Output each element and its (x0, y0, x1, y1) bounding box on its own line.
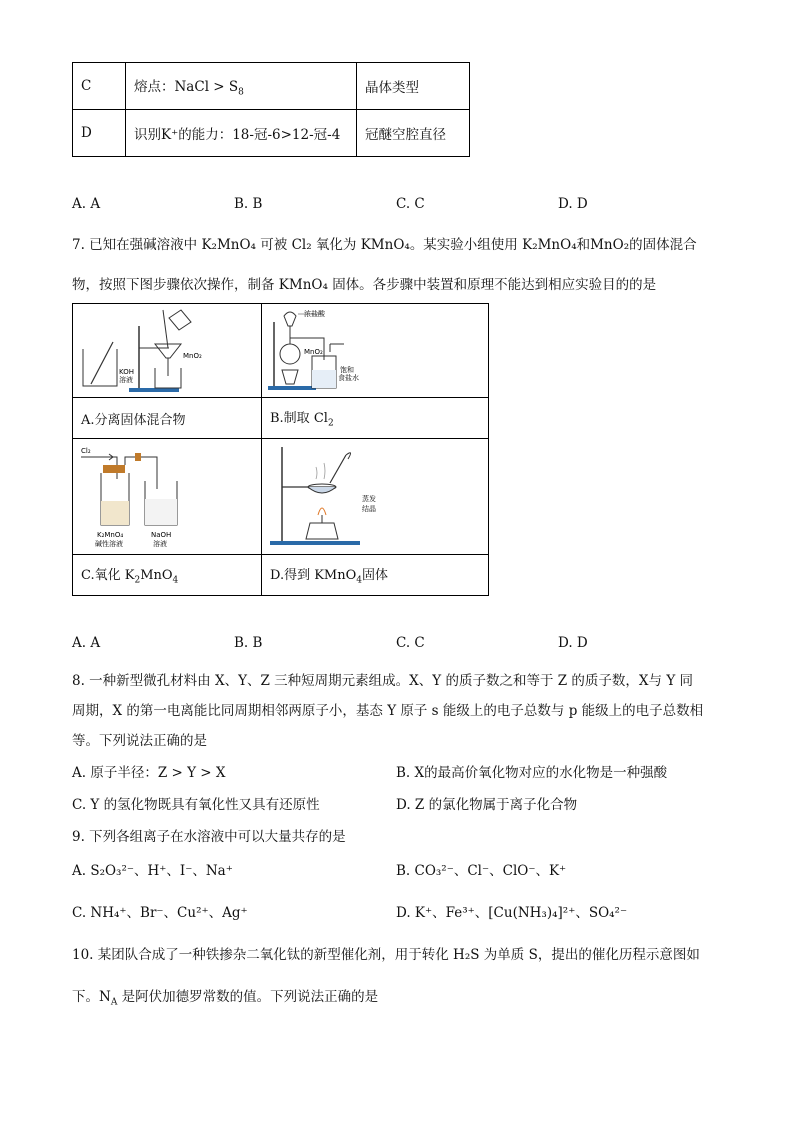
comparison-table (72, 62, 470, 157)
svg-text:K₂MnO₄: K₂MnO₄ (97, 531, 124, 539)
q8-stem-line1: 8. 一种新型微孔材料由 X、Y、Z 三种短周期元素组成。X、Y 的质子数之和等于 Z 的质子数，X与 Y 同 (72, 673, 694, 689)
svg-text:蒸发: 蒸发 (362, 495, 376, 503)
svg-text:Cl₂: Cl₂ (81, 447, 91, 455)
svg-text:碱性溶液: 碱性溶液 (95, 540, 123, 548)
q7-option-c: C. C (396, 635, 425, 651)
row-reason: 晶体类型 (357, 63, 470, 110)
table-row (73, 63, 470, 110)
chlorine-generator-apparatus (262, 304, 488, 397)
svg-text:MnO₂: MnO₂ (183, 352, 202, 360)
cell-a-label: A.分离固体混合物 (73, 398, 262, 439)
svg-text:结晶: 结晶 (362, 505, 376, 513)
q6-option-a: A. A (72, 196, 101, 212)
q10-stem-line2: 下。$N_A$ 是阿伏加德罗常数的值。下列说法正确的是 (72, 989, 379, 1008)
row-fact: 熔点：NaCl > $S_8$ (126, 63, 357, 110)
q6-option-d: D. D (558, 196, 588, 212)
q7-option-b: B. B (234, 635, 263, 651)
svg-text:KOH: KOH (119, 368, 134, 376)
svg-text:MnO₂: MnO₂ (304, 348, 323, 356)
q9-option-b: B. CO₃²⁻、Cl⁻、ClO⁻、K⁺ (396, 863, 567, 879)
table-row (73, 398, 489, 439)
svg-text:食盐水: 食盐水 (338, 374, 359, 382)
row-fact: 识别K⁺的能力：18-冠-6>12-冠-4 (126, 110, 357, 157)
cell-b-label: B.制取 $Cl_2$ (262, 398, 489, 439)
q6-option-c: C. C (396, 196, 425, 212)
q10-stem-line1: 10. 某团队合成了一种铁掺杂二氧化钛的新型催化剂，用于转化 H₂S 为单质 S，提出的催化历程示意图如 (72, 947, 700, 963)
svg-text:浓盐酸: 浓盐酸 (304, 310, 325, 318)
q7-stem-line2: 物，按照下图步骤依次操作，制备 KMnO₄ 固体。各步骤中装置和原理不能达到相应实验目的的是 (72, 277, 657, 293)
cell-c-image (73, 439, 262, 555)
table-row (73, 439, 489, 555)
row-letter: C (73, 63, 126, 110)
q9-option-a: A. S₂O₃²⁻、H⁺、I⁻、Na⁺ (72, 863, 233, 879)
cell-b-image (262, 304, 489, 398)
row-letter: D (73, 110, 126, 157)
evaporation-apparatus (262, 439, 488, 554)
q7-stem-line1: 7. 已知在强碱溶液中 K₂MnO₄ 可被 Cl₂ 氧化为 KMnO₄。某实验小组使用 K₂MnO₄和MnO₂的固体混合 (72, 237, 697, 253)
q8-option-a: A. 原子半径：Z > Y > X (72, 765, 226, 781)
svg-text:溶液: 溶液 (119, 376, 133, 384)
cell-d-label: D.得到 KMnO$_4$固体 (262, 555, 489, 596)
table-row (73, 110, 470, 157)
cell-a-image (73, 304, 262, 398)
table-row (73, 304, 489, 398)
q8-option-d: D. Z 的氯化物属于离子化合物 (396, 797, 578, 813)
cell-c-label: C.氧化 $K_2MnO_4$ (73, 555, 262, 596)
oxidation-apparatus (73, 439, 261, 554)
q8-option-c: C. Y 的氢化物既具有氧化性又具有还原性 (72, 797, 320, 813)
svg-text:NaOH: NaOH (151, 531, 172, 539)
q7-option-a: A. A (72, 635, 101, 651)
table-row (73, 555, 489, 596)
q6-option-b: B. B (234, 196, 263, 212)
apparatus-table (72, 303, 489, 596)
svg-text:饱和: 饱和 (340, 366, 354, 374)
q8-option-b: B. X的最高价氧化物对应的水化物是一种强酸 (396, 765, 668, 781)
q9-stem: 9. 下列各组离子在水溶液中可以大量共存的是 (72, 829, 346, 845)
q9-option-c: C. NH₄⁺、Br⁻、Cu²⁺、Ag⁺ (72, 905, 248, 921)
q7-option-d: D. D (558, 635, 588, 651)
q8-stem-line2: 周期，X 的第一电离能比同周期相邻两原子小，基态 Y 原子 s 能级上的电子总数与 p 能级上的电子总数相 (72, 703, 704, 719)
svg-text:溶液: 溶液 (153, 540, 167, 548)
q8-stem-line3: 等。下列说法正确的是 (72, 733, 207, 749)
row-reason: 冠醚空腔直径 (357, 110, 470, 157)
cell-d-image (262, 439, 489, 555)
filtration-apparatus (73, 304, 261, 397)
q9-option-d: D. K⁺、Fe³⁺、[Cu(NH₃)₄]²⁺、SO₄²⁻ (396, 905, 628, 921)
